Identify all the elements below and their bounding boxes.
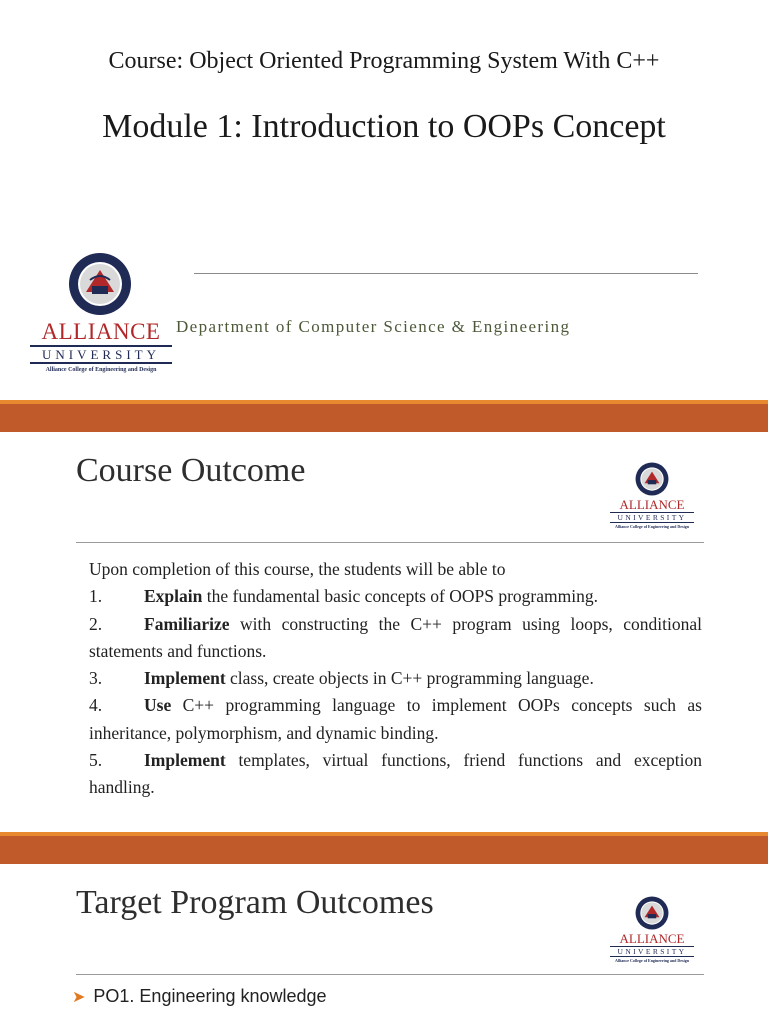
module-title: Module 1: Introduction to OOPs Concept xyxy=(102,108,666,145)
outcome-number: 2. xyxy=(89,613,103,634)
arrow-bullet-icon: ➤ xyxy=(72,988,86,1006)
program-outcome-label: PO1. Engineering knowledge xyxy=(93,986,327,1006)
heading-divider xyxy=(76,974,704,975)
outcome-verb: Use xyxy=(144,695,172,716)
logo-name: ALLIANCE xyxy=(619,497,685,512)
outcome-number: 3. xyxy=(89,668,103,689)
outcome-text: with constructing the C++ program using loops, conditional statements and functions. xyxy=(89,613,702,661)
outcome-item xyxy=(89,692,702,747)
outcome-text: templates, virtual functions, friend functions and exception handling. xyxy=(89,750,702,798)
outcome-number: 4. xyxy=(89,695,103,716)
logo-name: ALLIANCE xyxy=(41,319,161,344)
university-seal-icon xyxy=(635,462,669,496)
outcome-item xyxy=(89,611,702,666)
logo-sub: UNIVERSITY xyxy=(610,512,694,523)
outcome-verb: Familiarize xyxy=(144,613,230,634)
outcome-verb: Explain xyxy=(144,586,203,607)
heading-divider xyxy=(76,542,704,543)
slide-separator-2 xyxy=(0,832,768,864)
course-title: Course: Object Oriented Programming System With C++ xyxy=(108,48,660,74)
logo-name: ALLIANCE xyxy=(619,931,685,946)
logo-tagline: Alliance College of Engineering and Design xyxy=(615,958,689,963)
logo-sub: UNIVERSITY xyxy=(610,946,694,957)
outcome-verb: Implement xyxy=(144,750,226,771)
outcomes-intro: Upon completion of this course, the students will be able to xyxy=(89,559,506,579)
divider-line xyxy=(194,273,698,274)
outcome-text: class, create objects in C++ programming language. xyxy=(225,668,594,689)
logo-tagline: Alliance College of Engineering and Design xyxy=(615,524,689,529)
university-logo-small xyxy=(610,896,694,963)
outcomes-list xyxy=(89,556,702,802)
program-outcomes-slide xyxy=(0,864,768,1024)
outcome-item xyxy=(89,747,702,802)
title-slide xyxy=(0,0,768,400)
slide-heading: Course Outcome xyxy=(76,452,306,489)
outcome-number: 5. xyxy=(89,750,103,771)
slide-heading: Target Program Outcomes xyxy=(76,884,434,921)
university-seal-icon xyxy=(635,896,669,930)
logo-tagline: Alliance College of Engineering and Design xyxy=(45,367,157,373)
university-wordmark xyxy=(30,320,172,373)
course-outcome-slide xyxy=(0,432,768,832)
outcome-text: C++ programming language to implement OOPs concepts such as inheritance, polymorphism, and dynamic binding. xyxy=(89,695,702,743)
outcome-number: 1. xyxy=(89,586,103,607)
outcome-item xyxy=(89,665,702,692)
program-outcome-item xyxy=(72,986,327,1007)
outcome-text: the fundamental basic concepts of OOPS programming. xyxy=(202,586,598,607)
logo-sub: UNIVERSITY xyxy=(30,345,172,364)
department-name: Department of Computer Science & Engineering xyxy=(176,317,571,336)
outcome-verb: Implement xyxy=(144,668,226,689)
slide-separator-1 xyxy=(0,400,768,432)
university-logo-small xyxy=(610,462,694,529)
university-seal-logo xyxy=(68,252,132,316)
outcome-item xyxy=(89,583,702,610)
